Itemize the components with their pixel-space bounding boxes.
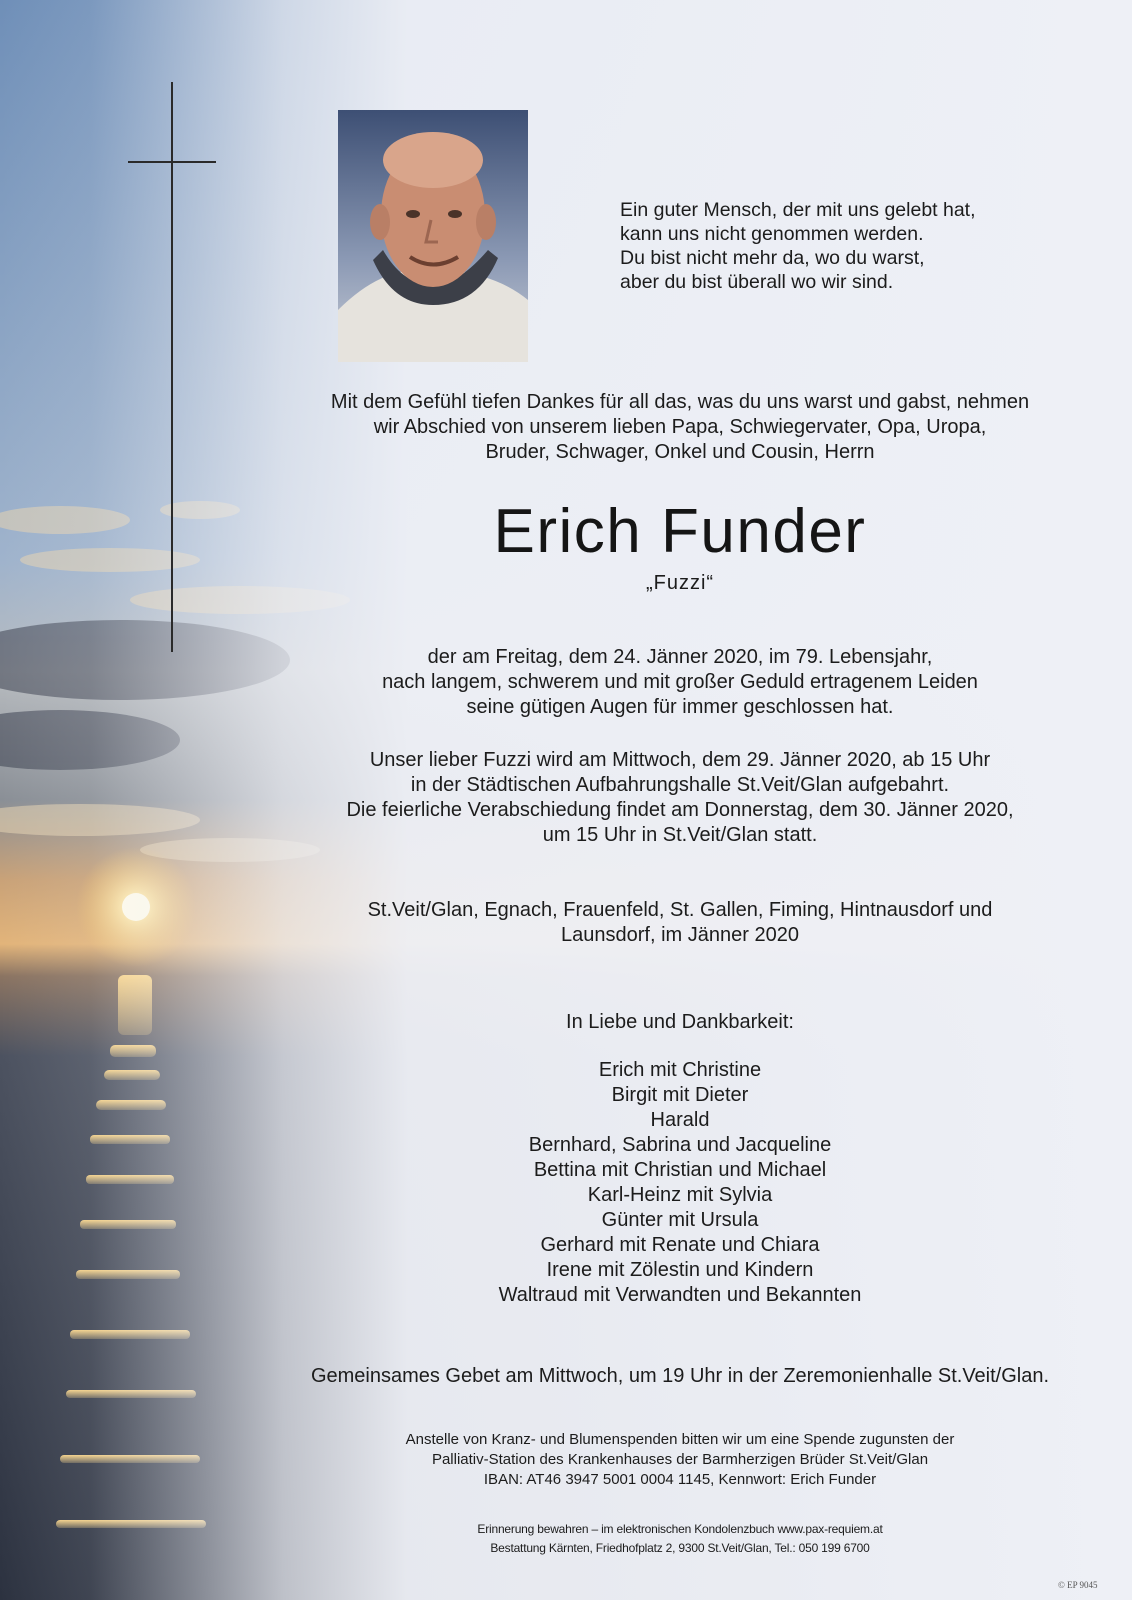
intro-line: wir Abschied von unserem lieben Papa, Schwiegervater, Opa, Uropa,	[373, 416, 987, 438]
intro-line: Mit dem Gefühl tiefen Dankes für all das, was du uns warst und gabst, nehmen	[330, 391, 1030, 413]
mourner-item: Harald	[650, 1109, 710, 1131]
verse-line: aber du bist überall wo wir sind.	[620, 271, 894, 293]
places-line: St.Veit/Glan, Egnach, Frauenfeld, St. Gallen, Fiming, Hintnausdorf und	[367, 899, 993, 921]
deceased-nickname: „Fuzzi“	[645, 572, 715, 594]
memorial-verse	[620, 198, 1040, 294]
mourner-item: Birgit mit Dieter	[611, 1084, 749, 1106]
ceremony-line: Unser lieber Fuzzi wird am Mittwoch, dem 29. Jänner 2020, ab 15 Uhr	[369, 749, 991, 771]
verse-line: Du bist nicht mehr da, wo du warst,	[620, 247, 925, 269]
mourner-item: Irene mit Zölestin und Kindern	[546, 1259, 814, 1281]
footer-line: Erinnerung bewahren – im elektronischen Kondolenzbuch www.pax-requiem.at	[477, 1522, 883, 1536]
deceased-name: Erich Funder	[493, 497, 867, 566]
ceremony-line: Die feierliche Verabschiedung findet am Donnerstag, dem 30. Jänner 2020,	[346, 799, 1014, 821]
intro-paragraph	[240, 390, 1120, 465]
death-line: der am Freitag, dem 24. Jänner 2020, im 79. Lebensjahr,	[427, 646, 933, 668]
donation-line: Palliativ-Station des Krankenhauses der Barmherzigen Brüder St.Veit/Glan	[431, 1451, 929, 1468]
mourner-item: Bernhard, Sabrina und Jacqueline	[528, 1134, 832, 1156]
mourner-item: Waltraud mit Verwandten und Bekannten	[498, 1284, 862, 1306]
closing-line: In Liebe und Dankbarkeit:	[566, 1011, 794, 1033]
donation-line: IBAN: AT46 3947 5001 0004 1145, Kennwort: Erich Funder	[483, 1471, 877, 1488]
footer	[240, 1520, 1120, 1558]
death-line: nach langem, schwerem und mit großer Geduld ertragenem Leiden	[382, 671, 978, 693]
intro-line: Bruder, Schwager, Onkel und Cousin, Herrn	[485, 441, 875, 463]
mourners-list	[240, 1058, 1120, 1308]
places-line: Launsdorf, im Jänner 2020	[561, 924, 799, 946]
donation-notice	[240, 1430, 1120, 1490]
ceremony-line: um 15 Uhr in St.Veit/Glan statt.	[542, 824, 818, 846]
ceremony-line: in der Städtischen Aufbahrungshalle St.Veit/Glan aufgebahrt.	[410, 774, 950, 796]
cross-icon	[171, 82, 173, 652]
verse-line: kann uns nicht genommen werden.	[620, 223, 924, 245]
cross-icon-bar	[128, 161, 216, 163]
prayer-notice: Gemeinsames Gebet am Mittwoch, um 19 Uhr in der Zeremonienhalle St.Veit/Glan.	[310, 1365, 1050, 1387]
verse-line: Ein guter Mensch, der mit uns gelebt hat,	[620, 199, 976, 221]
death-paragraph	[240, 645, 1120, 720]
mourner-item: Bettina mit Christian und Michael	[533, 1159, 827, 1181]
mourner-item: Gerhard mit Renate und Chiara	[540, 1234, 820, 1256]
donation-line: Anstelle von Kranz- und Blumenspenden bitten wir um eine Spende zugunsten der	[405, 1431, 955, 1448]
places-paragraph	[240, 898, 1120, 948]
mourner-item: Erich mit Christine	[598, 1059, 762, 1081]
ceremony-paragraph	[240, 748, 1120, 848]
footer-line: Bestattung Kärnten, Friedhofplatz 2, 9300 St.Veit/Glan, Tel.: 050 199 6700	[490, 1541, 870, 1555]
portrait-photo	[338, 110, 528, 362]
mourner-item: Günter mit Ursula	[601, 1209, 759, 1231]
mourner-item: Karl-Heinz mit Sylvia	[587, 1184, 773, 1206]
document-code: © EP 9045	[1058, 1580, 1098, 1590]
death-line: seine gütigen Augen für immer geschlossen hat.	[466, 696, 894, 718]
